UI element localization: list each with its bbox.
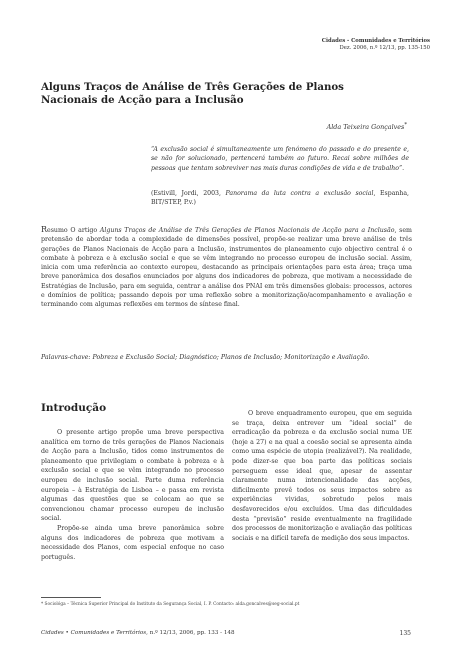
journal-issue: Dez. 2006, n.º 12/13, pp. 135-150 [339, 45, 430, 51]
abstract-intro: O artigo [67, 227, 100, 234]
footer-separator: • [63, 630, 71, 636]
journal-header [322, 38, 430, 52]
article-author [327, 122, 407, 131]
abstract-body: , sem pretensão de abordar toda a complexidade de dimensões possível, propõe-se realizar uma breve análise de três gerações de Planos Nacionais de Acção para a Inclusão, instrumentos de planeamento cujo objectivo central é o combate à pobreza e à exclusão social e que se vêm integrando no processo europeu de inclusão social. Assim, inicia com uma referência ao contexto europeu, destacando as principais orientações para esta área; traça uma breve panorâmica dos desafios enunciados por alguns dos indicadores de pobreza, que motivam a necessidade de Estratégias de Inclusão, para em seguida, centrar a análise dos PNAI em três dimensões globais: processos, actores e domínios de política; passando depois por uma reflexão sobre a monitorização/acompanhamento e avaliação e terminando com algumas reflexões em termos de síntese final. [41, 227, 412, 309]
right-column [232, 409, 412, 543]
keywords: Palavras-chave: Pobreza e Exclusão Social; Diagnóstico; Planos de Inclusão; Monitorização e Avaliação. [41, 354, 370, 361]
intro-paragraph-3: O breve enquadramento europeu, que em seguida se traça, deixa entrever um “ideal social” de erradicação da pobreza e da exclusão social numa UE (hoje a 27) e na qual a coesão social se apresenta ainda como uma espécie de utopia (realizável?). Na realidade, pode dizer-se que boa parte das políticas sociais perseguem esse ideal que, apesar de assentar claramente numa intencionalidade das acções, dificilmente prevê todos os seus impactos sobre as experiências vividas, sobretudo pelos mais desfavorecidos e/ou excluídos. Uma das dificuldades desta “previsão” reside eventualmente na fragilidade dos processos de monitorização e avaliação das políticas sociais e na difícil tarefa de medição dos seus impactos. [232, 410, 412, 542]
footer-subtitle: Comunidades e Territórios [70, 630, 147, 636]
epigraph-quote: “A exclusão social é simultaneamente um fenómeno do passado e do presente e, se não for solucionado, pertencerá também ao futuro. Recai sobre milhões de pessoas que tentam sobreviver nas mais duras condições de vida e de trabalho”. [151, 146, 409, 172]
section-heading: Introdução [41, 402, 107, 414]
intro-paragraph-1: O presente artigo propõe uma breve perspectiva analítica em torno de três gerações de Planos Nacionais de Acção para a Inclusão, tidos como instrumentos de planeamento que privilegiam o combate à pobreza e à exclusão social e que se vêm integrando no processo europeu de inclusão social. Parte duma referência europeia – à Estratégia de Lisboa – e passa em revista algumas das questões que se colocam ao que se convencionou chamar processo europeu de inclusão social. [41, 429, 224, 523]
page-footer [41, 630, 235, 636]
intro-paragraph-2: Propõe-se ainda uma breve panorâmica sobre alguns dos indicadores de pobreza que motivam a necessidade dos Planos, com especial enfoque no caso português. [41, 524, 224, 561]
footer-journal: Cidades [41, 630, 64, 636]
abstract-title-ref: Alguns Traços de Análise de Três Gerações de Planos Nacionais de Acção para a Inclusão [99, 227, 395, 234]
abstract [41, 225, 412, 310]
footer-citation: , n.º 12/13, 2006, pp. 133 - 148 [146, 630, 235, 636]
epigraph-source [151, 189, 409, 207]
footnote-divider [41, 597, 101, 598]
abstract-label: esumo [47, 227, 68, 234]
author-name: Alda Teixeira Gonçalves [326, 123, 405, 132]
journal-title: Cidades - Comunidades e Territórios [321, 38, 430, 44]
abstract-initial: R [41, 225, 48, 234]
left-column [41, 402, 224, 562]
source-title: Panorama da luta contra a exclusão social [225, 190, 374, 197]
page-number: 135 [399, 630, 411, 637]
article-title: Alguns Traços de Análise de Três Gerações de Planos Nacionais de Acção para a Inclusão [41, 81, 344, 106]
source-prefix: (Estivill, Jordi, 2003, [151, 190, 226, 197]
author-footnote-mark: * [404, 122, 407, 128]
source-suffix: , Espanha, BIT/STEP, P.v.) [151, 190, 410, 206]
footnote: * Sociológa – Técnica Superior Principal do Instituto da Segurança Social, I. P. Contacto: alda.goncalves@seg-social.pt [41, 602, 300, 607]
